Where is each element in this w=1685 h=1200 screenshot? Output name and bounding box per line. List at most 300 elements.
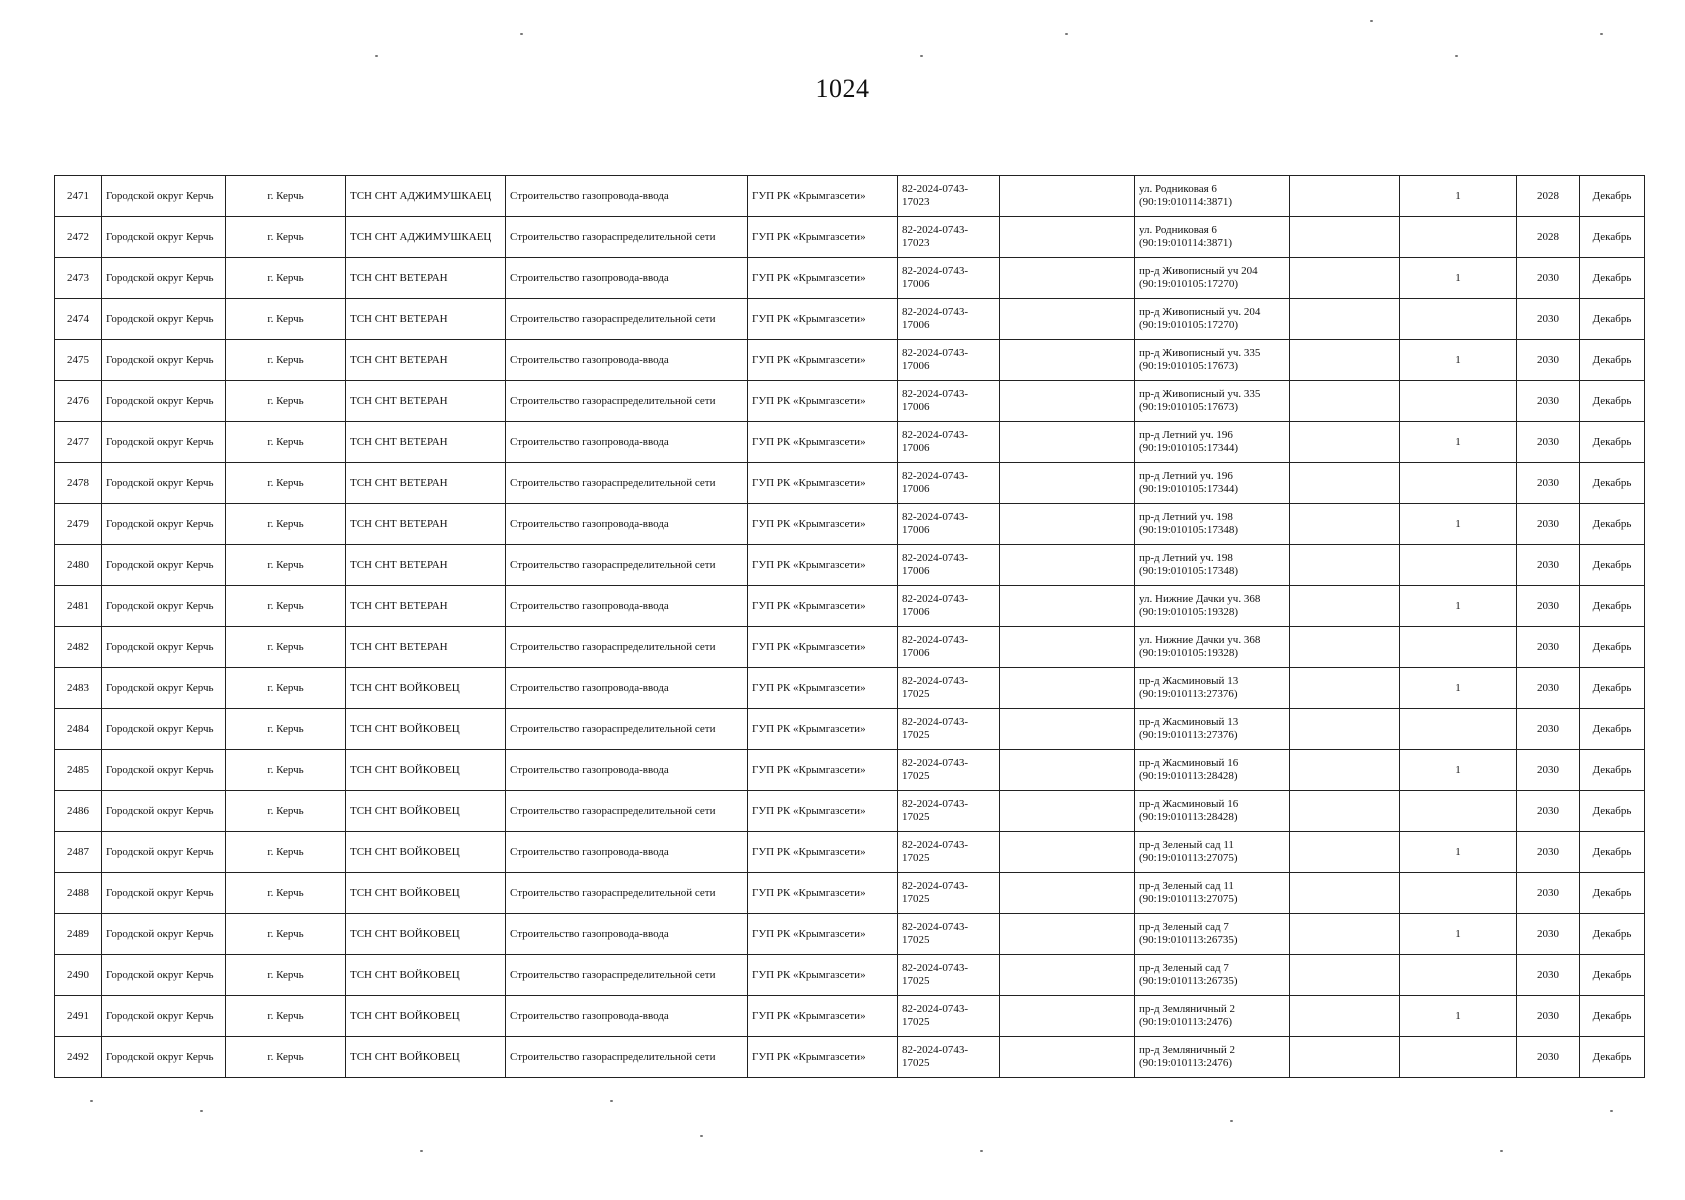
count-cell: 1 (1400, 996, 1517, 1037)
month-cell: Декабрь (1580, 791, 1645, 832)
row-number-cell: 2476 (55, 381, 102, 422)
address-cell: пр-д Зеленый сад 7 (90:19:010113:26735) (1135, 914, 1290, 955)
empty-cell (1290, 791, 1400, 832)
row-number-cell: 2484 (55, 709, 102, 750)
settlement-cell: г. Керчь (226, 299, 346, 340)
code-cell: 82-2024-0743-17025 (898, 791, 1000, 832)
count-cell (1400, 545, 1517, 586)
executor-cell: ГУП РК «Крымгазсети» (748, 217, 898, 258)
work-type-cell: Строительство газопровода-ввода (506, 914, 748, 955)
year-cell: 2030 (1517, 463, 1580, 504)
address-cell: пр-д Жасминовый 13 (90:19:010113:27376) (1135, 668, 1290, 709)
code-cell: 82-2024-0743-17006 (898, 463, 1000, 504)
code-cell: 82-2024-0743-17025 (898, 996, 1000, 1037)
table-row (55, 340, 1645, 381)
settlement-cell: г. Керчь (226, 1037, 346, 1078)
address-cell: пр-д Зеленый сад 7 (90:19:010113:26735) (1135, 955, 1290, 996)
empty-cell (1000, 668, 1135, 709)
empty-cell (1290, 176, 1400, 217)
work-type-cell: Строительство газопровода-ввода (506, 176, 748, 217)
organization-cell: ТСН СНТ ВЕТЕРАН (346, 504, 506, 545)
empty-cell (1000, 504, 1135, 545)
scan-speck (1610, 1110, 1613, 1112)
executor-cell: ГУП РК «Крымгазсети» (748, 340, 898, 381)
address-cell: пр-д Живописный уч. 335 (90:19:010105:17673) (1135, 381, 1290, 422)
executor-cell: ГУП РК «Крымгазсети» (748, 955, 898, 996)
count-cell: 1 (1400, 340, 1517, 381)
scan-speck (520, 33, 523, 35)
month-cell: Декабрь (1580, 709, 1645, 750)
work-type-cell: Строительство газопровода-ввода (506, 996, 748, 1037)
scan-speck (90, 1100, 93, 1102)
scan-speck (1230, 1120, 1233, 1122)
table-row (55, 586, 1645, 627)
settlement-cell: г. Керчь (226, 791, 346, 832)
code-cell: 82-2024-0743-17025 (898, 832, 1000, 873)
code-cell: 82-2024-0743-17006 (898, 504, 1000, 545)
organization-cell: ТСН СНТ ВЕТЕРАН (346, 586, 506, 627)
organization-cell: ТСН СНТ ВОЙКОВЕЦ (346, 955, 506, 996)
empty-cell (1290, 381, 1400, 422)
empty-cell (1290, 996, 1400, 1037)
empty-cell (1000, 586, 1135, 627)
district-cell: Городской округ Керчь (102, 217, 226, 258)
address-cell: пр-д Жасминовый 13 (90:19:010113:27376) (1135, 709, 1290, 750)
empty-cell (1000, 873, 1135, 914)
work-type-cell: Строительство газораспределительной сети (506, 299, 748, 340)
work-type-cell: Строительство газораспределительной сети (506, 709, 748, 750)
empty-cell (1290, 504, 1400, 545)
address-cell: пр-д Летний уч. 198 (90:19:010105:17348) (1135, 504, 1290, 545)
table-body (55, 176, 1645, 1078)
code-cell: 82-2024-0743-17006 (898, 381, 1000, 422)
address-cell: ул. Родниковая 6 (90:19:010114:3871) (1135, 217, 1290, 258)
month-cell: Декабрь (1580, 422, 1645, 463)
scan-speck (1370, 20, 1373, 22)
year-cell: 2030 (1517, 340, 1580, 381)
year-cell: 2030 (1517, 750, 1580, 791)
executor-cell: ГУП РК «Крымгазсети» (748, 504, 898, 545)
count-cell (1400, 1037, 1517, 1078)
month-cell: Декабрь (1580, 176, 1645, 217)
month-cell: Декабрь (1580, 996, 1645, 1037)
table-row (55, 381, 1645, 422)
settlement-cell: г. Керчь (226, 996, 346, 1037)
code-cell: 82-2024-0743-17006 (898, 258, 1000, 299)
executor-cell: ГУП РК «Крымгазсети» (748, 381, 898, 422)
settlement-cell: г. Керчь (226, 832, 346, 873)
executor-cell: ГУП РК «Крымгазсети» (748, 176, 898, 217)
executor-cell: ГУП РК «Крымгазсети» (748, 750, 898, 791)
district-cell: Городской округ Керчь (102, 299, 226, 340)
district-cell: Городской округ Керчь (102, 832, 226, 873)
executor-cell: ГУП РК «Крымгазсети» (748, 709, 898, 750)
month-cell: Декабрь (1580, 668, 1645, 709)
empty-cell (1290, 545, 1400, 586)
organization-cell: ТСН СНТ ВЕТЕРАН (346, 381, 506, 422)
month-cell: Декабрь (1580, 627, 1645, 668)
table-row (55, 1037, 1645, 1078)
address-cell: ул. Нижние Дачки уч. 368 (90:19:010105:19328) (1135, 586, 1290, 627)
table-row (55, 832, 1645, 873)
row-number-cell: 2482 (55, 627, 102, 668)
work-type-cell: Строительство газопровода-ввода (506, 340, 748, 381)
work-type-cell: Строительство газопровода-ввода (506, 422, 748, 463)
empty-cell (1290, 955, 1400, 996)
year-cell: 2030 (1517, 873, 1580, 914)
year-cell: 2030 (1517, 545, 1580, 586)
code-cell: 82-2024-0743-17006 (898, 586, 1000, 627)
table-row (55, 258, 1645, 299)
work-type-cell: Строительство газопровода-ввода (506, 668, 748, 709)
scan-speck (1600, 33, 1603, 35)
row-number-cell: 2475 (55, 340, 102, 381)
year-cell: 2030 (1517, 586, 1580, 627)
year-cell: 2030 (1517, 1037, 1580, 1078)
row-number-cell: 2487 (55, 832, 102, 873)
district-cell: Городской округ Керчь (102, 463, 226, 504)
scan-speck (1455, 55, 1458, 57)
settlement-cell: г. Керчь (226, 504, 346, 545)
settlement-cell: г. Керчь (226, 955, 346, 996)
work-type-cell: Строительство газораспределительной сети (506, 545, 748, 586)
organization-cell: ТСН СНТ ВЕТЕРАН (346, 340, 506, 381)
scan-speck (200, 1110, 203, 1112)
address-cell: пр-д Живописный уч 204 (90:19:010105:17270) (1135, 258, 1290, 299)
settlement-cell: г. Керчь (226, 627, 346, 668)
empty-cell (1000, 750, 1135, 791)
count-cell: 1 (1400, 586, 1517, 627)
year-cell: 2030 (1517, 258, 1580, 299)
work-type-cell: Строительство газопровода-ввода (506, 586, 748, 627)
executor-cell: ГУП РК «Крымгазсети» (748, 791, 898, 832)
count-cell (1400, 217, 1517, 258)
executor-cell: ГУП РК «Крымгазсети» (748, 463, 898, 504)
month-cell: Декабрь (1580, 340, 1645, 381)
table-row (55, 996, 1645, 1037)
empty-cell (1000, 996, 1135, 1037)
empty-cell (1000, 791, 1135, 832)
district-cell: Городской округ Керчь (102, 627, 226, 668)
empty-cell (1290, 258, 1400, 299)
empty-cell (1000, 176, 1135, 217)
table-row (55, 791, 1645, 832)
count-cell (1400, 955, 1517, 996)
empty-cell (1000, 1037, 1135, 1078)
count-cell (1400, 791, 1517, 832)
month-cell: Декабрь (1580, 504, 1645, 545)
settlement-cell: г. Керчь (226, 873, 346, 914)
district-cell: Городской округ Керчь (102, 914, 226, 955)
page-number: 1024 (815, 74, 870, 103)
executor-cell: ГУП РК «Крымгазсети» (748, 627, 898, 668)
row-number-cell: 2492 (55, 1037, 102, 1078)
year-cell: 2030 (1517, 955, 1580, 996)
scan-speck (375, 55, 378, 57)
code-cell: 82-2024-0743-17006 (898, 299, 1000, 340)
scan-speck (1065, 33, 1068, 35)
address-cell: пр-д Летний уч. 196 (90:19:010105:17344) (1135, 463, 1290, 504)
month-cell: Декабрь (1580, 258, 1645, 299)
month-cell: Декабрь (1580, 955, 1645, 996)
organization-cell: ТСН СНТ ВЕТЕРАН (346, 627, 506, 668)
work-type-cell: Строительство газораспределительной сети (506, 463, 748, 504)
code-cell: 82-2024-0743-17025 (898, 750, 1000, 791)
empty-cell (1000, 299, 1135, 340)
table-row (55, 668, 1645, 709)
scan-speck (420, 1150, 423, 1152)
registry-table (54, 175, 1645, 1078)
year-cell: 2030 (1517, 504, 1580, 545)
empty-cell (1290, 627, 1400, 668)
month-cell: Декабрь (1580, 381, 1645, 422)
settlement-cell: г. Керчь (226, 381, 346, 422)
organization-cell: ТСН СНТ ВОЙКОВЕЦ (346, 791, 506, 832)
district-cell: Городской округ Керчь (102, 668, 226, 709)
address-cell: ул. Родниковая 6 (90:19:010114:3871) (1135, 176, 1290, 217)
code-cell: 82-2024-0743-17006 (898, 340, 1000, 381)
count-cell: 1 (1400, 258, 1517, 299)
row-number-cell: 2490 (55, 955, 102, 996)
count-cell (1400, 627, 1517, 668)
executor-cell: ГУП РК «Крымгазсети» (748, 586, 898, 627)
code-cell: 82-2024-0743-17025 (898, 709, 1000, 750)
scan-speck (980, 1150, 983, 1152)
empty-cell (1290, 914, 1400, 955)
table-row (55, 873, 1645, 914)
settlement-cell: г. Керчь (226, 914, 346, 955)
empty-cell (1000, 545, 1135, 586)
work-type-cell: Строительство газораспределительной сети (506, 873, 748, 914)
settlement-cell: г. Керчь (226, 463, 346, 504)
settlement-cell: г. Керчь (226, 217, 346, 258)
table-row (55, 709, 1645, 750)
empty-cell (1000, 422, 1135, 463)
row-number-cell: 2480 (55, 545, 102, 586)
district-cell: Городской округ Керчь (102, 709, 226, 750)
organization-cell: ТСН СНТ ВОЙКОВЕЦ (346, 668, 506, 709)
organization-cell: ТСН СНТ ВЕТЕРАН (346, 299, 506, 340)
district-cell: Городской округ Керчь (102, 791, 226, 832)
empty-cell (1000, 381, 1135, 422)
table-row (55, 299, 1645, 340)
month-cell: Декабрь (1580, 463, 1645, 504)
row-number-cell: 2471 (55, 176, 102, 217)
organization-cell: ТСН СНТ ВОЙКОВЕЦ (346, 832, 506, 873)
empty-cell (1290, 750, 1400, 791)
empty-cell (1000, 340, 1135, 381)
executor-cell: ГУП РК «Крымгазсети» (748, 545, 898, 586)
table-row (55, 955, 1645, 996)
address-cell: пр-д Живописный уч. 335 (90:19:010105:17673) (1135, 340, 1290, 381)
executor-cell: ГУП РК «Крымгазсети» (748, 1037, 898, 1078)
year-cell: 2030 (1517, 422, 1580, 463)
year-cell: 2028 (1517, 217, 1580, 258)
work-type-cell: Строительство газораспределительной сети (506, 217, 748, 258)
code-cell: 82-2024-0743-17025 (898, 1037, 1000, 1078)
address-cell: пр-д Летний уч. 198 (90:19:010105:17348) (1135, 545, 1290, 586)
empty-cell (1290, 668, 1400, 709)
scan-speck (1500, 1150, 1503, 1152)
district-cell: Городской округ Керчь (102, 340, 226, 381)
organization-cell: ТСН СНТ АДЖИМУШКАЕЦ (346, 217, 506, 258)
count-cell: 1 (1400, 668, 1517, 709)
district-cell: Городской округ Керчь (102, 750, 226, 791)
empty-cell (1290, 832, 1400, 873)
work-type-cell: Строительство газораспределительной сети (506, 791, 748, 832)
address-cell: пр-д Земляничный 2 (90:19:010113:2476) (1135, 996, 1290, 1037)
code-cell: 82-2024-0743-17006 (898, 422, 1000, 463)
count-cell: 1 (1400, 176, 1517, 217)
organization-cell: ТСН СНТ ВОЙКОВЕЦ (346, 996, 506, 1037)
year-cell: 2030 (1517, 381, 1580, 422)
executor-cell: ГУП РК «Крымгазсети» (748, 873, 898, 914)
table-row (55, 914, 1645, 955)
count-cell (1400, 873, 1517, 914)
executor-cell: ГУП РК «Крымгазсети» (748, 299, 898, 340)
code-cell: 82-2024-0743-17006 (898, 627, 1000, 668)
settlement-cell: г. Керчь (226, 340, 346, 381)
row-number-cell: 2489 (55, 914, 102, 955)
district-cell: Городской округ Керчь (102, 996, 226, 1037)
year-cell: 2030 (1517, 668, 1580, 709)
work-type-cell: Строительство газопровода-ввода (506, 832, 748, 873)
code-cell: 82-2024-0743-17025 (898, 873, 1000, 914)
year-cell: 2030 (1517, 996, 1580, 1037)
month-cell: Декабрь (1580, 299, 1645, 340)
work-type-cell: Строительство газораспределительной сети (506, 381, 748, 422)
work-type-cell: Строительство газораспределительной сети (506, 627, 748, 668)
row-number-cell: 2473 (55, 258, 102, 299)
row-number-cell: 2491 (55, 996, 102, 1037)
table-row (55, 504, 1645, 545)
row-number-cell: 2481 (55, 586, 102, 627)
settlement-cell: г. Керчь (226, 586, 346, 627)
empty-cell (1290, 1037, 1400, 1078)
organization-cell: ТСН СНТ ВОЙКОВЕЦ (346, 914, 506, 955)
row-number-cell: 2477 (55, 422, 102, 463)
month-cell: Декабрь (1580, 1037, 1645, 1078)
work-type-cell: Строительство газораспределительной сети (506, 955, 748, 996)
district-cell: Городской округ Керчь (102, 586, 226, 627)
settlement-cell: г. Керчь (226, 176, 346, 217)
table-row (55, 750, 1645, 791)
executor-cell: ГУП РК «Крымгазсети» (748, 832, 898, 873)
table-row (55, 217, 1645, 258)
empty-cell (1000, 258, 1135, 299)
executor-cell: ГУП РК «Крымгазсети» (748, 422, 898, 463)
count-cell: 1 (1400, 914, 1517, 955)
code-cell: 82-2024-0743-17023 (898, 176, 1000, 217)
code-cell: 82-2024-0743-17025 (898, 955, 1000, 996)
empty-cell (1290, 217, 1400, 258)
organization-cell: ТСН СНТ ВОЙКОВЕЦ (346, 873, 506, 914)
organization-cell: ТСН СНТ ВОЙКОВЕЦ (346, 750, 506, 791)
empty-cell (1290, 340, 1400, 381)
address-cell: пр-д Земляничный 2 (90:19:010113:2476) (1135, 1037, 1290, 1078)
empty-cell (1290, 422, 1400, 463)
table-row (55, 545, 1645, 586)
address-cell: ул. Нижние Дачки уч. 368 (90:19:010105:19328) (1135, 627, 1290, 668)
organization-cell: ТСН СНТ ВЕТЕРАН (346, 422, 506, 463)
year-cell: 2030 (1517, 832, 1580, 873)
year-cell: 2028 (1517, 176, 1580, 217)
empty-cell (1290, 709, 1400, 750)
month-cell: Декабрь (1580, 832, 1645, 873)
month-cell: Декабрь (1580, 750, 1645, 791)
organization-cell: ТСН СНТ АДЖИМУШКАЕЦ (346, 176, 506, 217)
table-row (55, 627, 1645, 668)
empty-cell (1000, 463, 1135, 504)
work-type-cell: Строительство газопровода-ввода (506, 750, 748, 791)
empty-cell (1000, 709, 1135, 750)
organization-cell: ТСН СНТ ВЕТЕРАН (346, 463, 506, 504)
month-cell: Декабрь (1580, 873, 1645, 914)
district-cell: Городской округ Керчь (102, 873, 226, 914)
month-cell: Декабрь (1580, 217, 1645, 258)
district-cell: Городской округ Керчь (102, 422, 226, 463)
district-cell: Городской округ Керчь (102, 381, 226, 422)
count-cell: 1 (1400, 504, 1517, 545)
executor-cell: ГУП РК «Крымгазсети» (748, 258, 898, 299)
count-cell: 1 (1400, 832, 1517, 873)
settlement-cell: г. Керчь (226, 709, 346, 750)
work-type-cell: Строительство газораспределительной сети (506, 1037, 748, 1078)
organization-cell: ТСН СНТ ВОЙКОВЕЦ (346, 709, 506, 750)
code-cell: 82-2024-0743-17025 (898, 914, 1000, 955)
executor-cell: ГУП РК «Крымгазсети» (748, 996, 898, 1037)
address-cell: пр-д Зеленый сад 11 (90:19:010113:27075) (1135, 832, 1290, 873)
row-number-cell: 2478 (55, 463, 102, 504)
month-cell: Декабрь (1580, 545, 1645, 586)
empty-cell (1000, 627, 1135, 668)
empty-cell (1290, 586, 1400, 627)
organization-cell: ТСН СНТ ВЕТЕРАН (346, 258, 506, 299)
work-type-cell: Строительство газопровода-ввода (506, 258, 748, 299)
row-number-cell: 2479 (55, 504, 102, 545)
count-cell: 1 (1400, 750, 1517, 791)
scan-speck (700, 1135, 703, 1137)
row-number-cell: 2485 (55, 750, 102, 791)
row-number-cell: 2488 (55, 873, 102, 914)
district-cell: Городской округ Керчь (102, 258, 226, 299)
empty-cell (1000, 832, 1135, 873)
table-row (55, 176, 1645, 217)
address-cell: пр-д Жасминовый 16 (90:19:010113:28428) (1135, 750, 1290, 791)
settlement-cell: г. Керчь (226, 258, 346, 299)
address-cell: пр-д Летний уч. 196 (90:19:010105:17344) (1135, 422, 1290, 463)
code-cell: 82-2024-0743-17006 (898, 545, 1000, 586)
work-type-cell: Строительство газопровода-ввода (506, 504, 748, 545)
district-cell: Городской округ Керчь (102, 955, 226, 996)
code-cell: 82-2024-0743-17023 (898, 217, 1000, 258)
code-cell: 82-2024-0743-17025 (898, 668, 1000, 709)
settlement-cell: г. Керчь (226, 668, 346, 709)
year-cell: 2030 (1517, 299, 1580, 340)
empty-cell (1290, 299, 1400, 340)
year-cell: 2030 (1517, 709, 1580, 750)
count-cell (1400, 299, 1517, 340)
year-cell: 2030 (1517, 791, 1580, 832)
empty-cell (1290, 873, 1400, 914)
table-row (55, 422, 1645, 463)
count-cell (1400, 463, 1517, 504)
month-cell: Декабрь (1580, 586, 1645, 627)
count-cell (1400, 381, 1517, 422)
table-row (55, 463, 1645, 504)
address-cell: пр-д Зеленый сад 11 (90:19:010113:27075) (1135, 873, 1290, 914)
empty-cell (1000, 914, 1135, 955)
